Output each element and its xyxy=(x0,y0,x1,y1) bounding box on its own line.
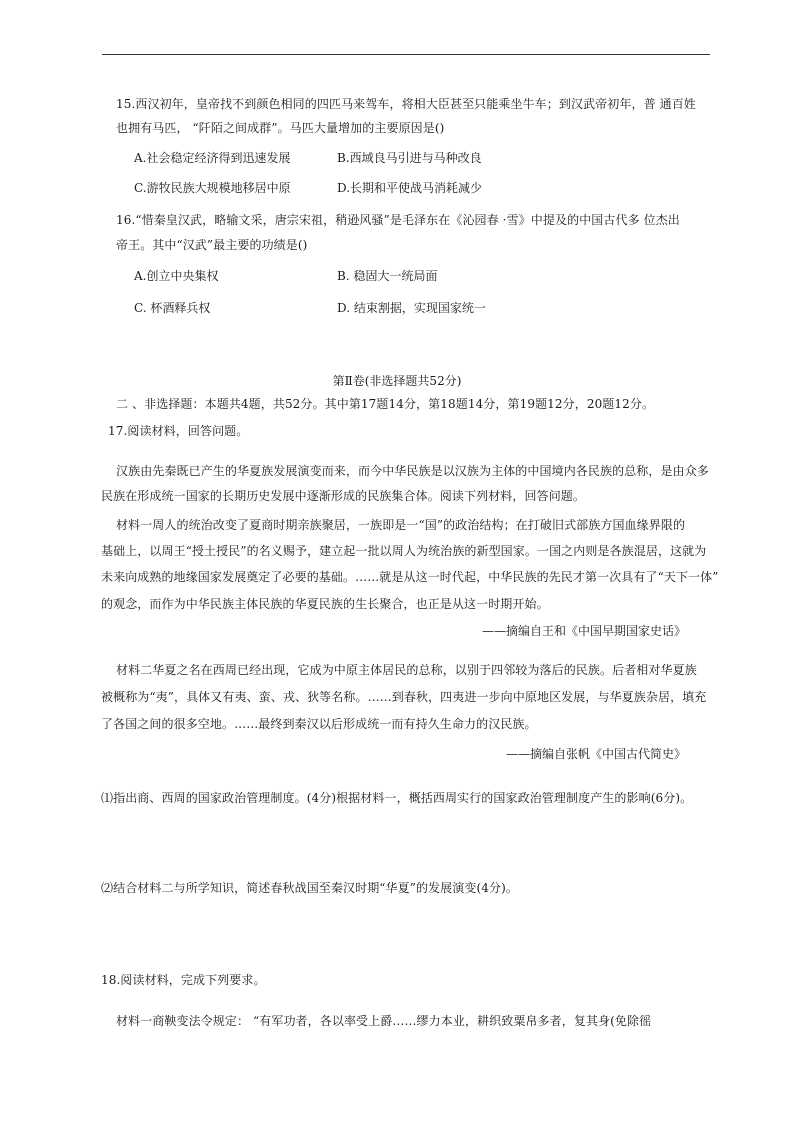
q15-option-a[interactable]: A.社会稳定经济得到迅速发展 xyxy=(134,151,291,165)
q16-option-a[interactable]: A.创立中央集权 xyxy=(134,269,219,283)
q15-option-c[interactable]: C.游牧民族大规模地移居中原 xyxy=(134,181,291,195)
part2-title: 第Ⅱ卷(非选择题共52分) xyxy=(332,374,462,388)
q16-stem-line1: 16.“惜秦皇汉武，略输文采，唐宗宋祖，稍逊风骚”是毛泽东在《沁园春 ·雪》中提及的中国古代多 位杰出 xyxy=(116,213,680,227)
q15-stem-line1: 15.西汉初年，皇帝找不到颜色相同的四匹马来驾车，将相大臣甚至只能乘坐牛车；到汉武帝初年，普 通百姓 xyxy=(116,97,696,111)
part2-instructions: 二 、非选择题：本题共4题，共52分。其中第17题14分，第18题14分，第19题12分，20题12分。 xyxy=(116,397,655,411)
header-rule xyxy=(102,54,710,55)
q17-material1-line4: 的观念，而作为中华民族主体民族的华夏民族的生长聚合，也正是从这一时期开始。 xyxy=(101,597,549,611)
q17-material1-line2: 基础上，以周王“授土授民”的名义赐予，建立起一批以周人为统治族的新型国家。一国之内则是各族混居，这就为 xyxy=(101,544,707,558)
q17-material2-line3: 了各国之间的很多空地。……最终到秦汉以后形成统一而有持久生命力的汉民族。 xyxy=(101,717,537,731)
q15-option-d[interactable]: D.长期和平使战马消耗减少 xyxy=(337,181,483,195)
q16-option-c[interactable]: C. 杯酒释兵权 xyxy=(134,301,211,315)
q18-prompt: 18.阅读材料，完成下列要求。 xyxy=(101,973,266,987)
q16-stem-line2: 帝王。其中“汉武”最主要的功绩是() xyxy=(116,238,308,252)
q17-subquestion-2: ⑵结合材料二与所学知识，简述春秋战国至秦汉时期“华夏”的发展演变(4分)。 xyxy=(101,881,518,895)
q16-option-b[interactable]: B. 稳固大一统局面 xyxy=(337,269,438,283)
q16-option-d[interactable]: D. 结束割据，实现国家统一 xyxy=(337,301,486,315)
q15-stem-line2: 也拥有马匹， “阡陌之间成群”。马匹大量增加的主要原因是() xyxy=(116,121,445,135)
q17-subquestion-1: ⑴指出商、西周的国家政治管理制度。(4分)根据材料一，概括西周实行的国家政治管理制度产生的影响(6分)。 xyxy=(101,791,693,805)
q17-material1-line1: 材料一周人的统治改变了夏商时期亲族聚居，一族即是一“国”的政治结构；在打破旧式部族方国血缘界限的 xyxy=(116,518,686,532)
q17-intro-line2: 民族在形成统一国家的长期历史发展中逐渐形成的民族集合体。阅读下列材料，回答问题。 xyxy=(101,489,586,503)
q17-material1-line3: 未来向成熟的地缘国家发展奠定了必要的基础。……就是从这一时代起，中华民族的先民才第一次具有了“天下一体” xyxy=(101,570,719,584)
q17-material2-source: ——摘编自张帆《中国古代简史》 xyxy=(505,747,686,761)
q18-material1-line1: 材料一商鞅变法令规定： “有军功者，各以率受上爵……缪力本业，耕织致粟帛多者，复其身(免除徭 xyxy=(116,1014,652,1028)
q17-material2-line2: 被概称为“夷”，具体又有夷、蛮、戎、狄等名称。……到春秋，四夷进一步向中原地区发展，与华夏族杂居，填充 xyxy=(101,690,707,704)
q17-prompt: 17.阅读材料，回答问题。 xyxy=(108,424,249,438)
q15-option-b[interactable]: B.西域良马引进与马种改良 xyxy=(337,151,482,165)
q17-material2-line1: 材料二华夏之名在西周已经出现，它成为中原主体居民的总称，以别于四邻较为落后的民族。后者相对华夏族 xyxy=(116,663,697,677)
q17-material1-source: ——摘编自王和《中国早期国家史话》 xyxy=(481,624,686,638)
q17-intro-line1: 汉族由先秦既已产生的华夏族发展演变而来，而今中华民族是以汉族为主体的中国境内各民族的总称，是由众多 xyxy=(116,464,709,478)
